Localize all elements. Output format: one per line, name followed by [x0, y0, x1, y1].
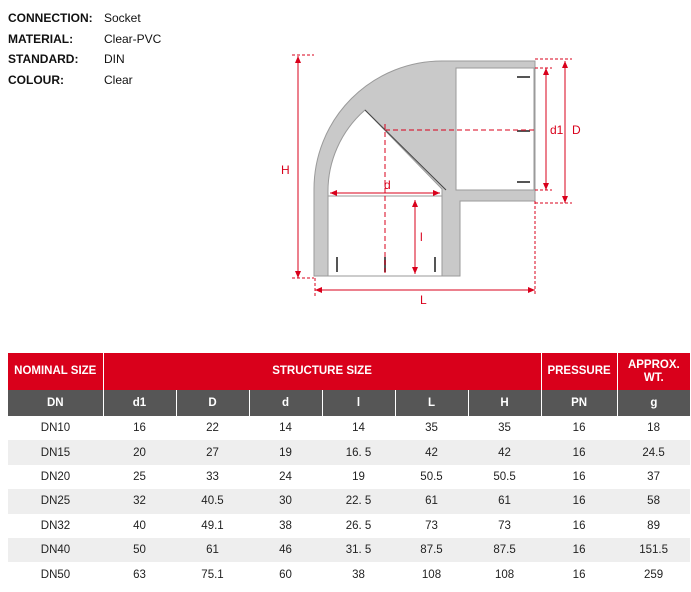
- table-cell: DN50: [8, 562, 103, 586]
- label-d1: d1: [550, 123, 564, 137]
- table-cell: 58: [617, 489, 690, 513]
- table-cell: 19: [249, 440, 322, 464]
- table-cell: DN25: [8, 489, 103, 513]
- label-H: H: [281, 163, 290, 177]
- table-cell: 16: [541, 514, 617, 538]
- label-L: L: [420, 293, 427, 307]
- table-cell: 61: [176, 538, 249, 562]
- table-cell: 22: [176, 416, 249, 440]
- table-cell: 50.5: [468, 465, 541, 489]
- header-structure-size: STRUCTURE SIZE: [103, 353, 541, 390]
- table-cell: 50: [103, 538, 176, 562]
- table-cell: 22. 5: [322, 489, 395, 513]
- elbow-drawing-svg: [270, 44, 590, 314]
- column-header: d1: [103, 390, 176, 416]
- table-cell: 42: [468, 440, 541, 464]
- table-cell: 30: [249, 489, 322, 513]
- spec-row-material: [8, 29, 161, 50]
- column-header: DN: [8, 390, 103, 416]
- table-cell: 42: [395, 440, 468, 464]
- column-header: d: [249, 390, 322, 416]
- column-header: l: [322, 390, 395, 416]
- label-l: l: [420, 230, 423, 244]
- column-header: PN: [541, 390, 617, 416]
- table-cell: 108: [468, 562, 541, 586]
- table-row: [8, 538, 690, 562]
- table-row: [8, 562, 690, 586]
- column-header: g: [617, 390, 690, 416]
- table-cell: 61: [468, 489, 541, 513]
- table-cell: 32: [103, 489, 176, 513]
- table-cell: DN15: [8, 440, 103, 464]
- table-cell: DN10: [8, 416, 103, 440]
- spec-row-colour: [8, 70, 161, 91]
- table-cell: DN32: [8, 514, 103, 538]
- table-cell: 40.5: [176, 489, 249, 513]
- column-header: H: [468, 390, 541, 416]
- table-cell: 73: [468, 514, 541, 538]
- table-cell: 87.5: [395, 538, 468, 562]
- table-cell: 89: [617, 514, 690, 538]
- table-row: [8, 440, 690, 464]
- column-header: L: [395, 390, 468, 416]
- table-cell: 50.5: [395, 465, 468, 489]
- table-cell: 16: [541, 562, 617, 586]
- table-cell: 35: [395, 416, 468, 440]
- spec-value: Socket: [104, 11, 141, 25]
- table-cell: 25: [103, 465, 176, 489]
- table-cell: 60: [249, 562, 322, 586]
- table-row: [8, 465, 690, 489]
- table-cell: 73: [395, 514, 468, 538]
- table-cell: 14: [249, 416, 322, 440]
- table-column-header-row: [8, 390, 690, 416]
- table-cell: 35: [468, 416, 541, 440]
- spec-value: DIN: [104, 52, 125, 66]
- elbow-technical-drawing: [270, 44, 590, 314]
- label-d: d: [384, 178, 391, 192]
- header-pressure: PRESSURE: [541, 353, 617, 390]
- table-cell: 37: [617, 465, 690, 489]
- top-socket: [456, 68, 534, 190]
- table-cell: 26. 5: [322, 514, 395, 538]
- dimension-table: [8, 353, 690, 587]
- table-cell: DN40: [8, 538, 103, 562]
- spec-label: COLOUR:: [8, 72, 64, 87]
- label-D: D: [572, 123, 581, 137]
- table-cell: 33: [176, 465, 249, 489]
- table-cell: 16: [541, 538, 617, 562]
- table-cell: 151.5: [617, 538, 690, 562]
- table-cell: 14: [322, 416, 395, 440]
- spec-value: Clear-PVC: [104, 31, 162, 46]
- table-cell: 16: [541, 489, 617, 513]
- spec-label: CONNECTION:: [8, 11, 93, 25]
- table-cell: 87.5: [468, 538, 541, 562]
- table-cell: 16: [541, 440, 617, 464]
- table-cell: 49.1: [176, 514, 249, 538]
- table-cell: 16. 5: [322, 440, 395, 464]
- table-cell: 61: [395, 489, 468, 513]
- table-row: [8, 416, 690, 440]
- spec-row-connection: [8, 8, 161, 29]
- table-cell: 20: [103, 440, 176, 464]
- header-approx-wt: APPROX. WT.: [617, 353, 690, 390]
- table-cell: 31. 5: [322, 538, 395, 562]
- table-cell: DN20: [8, 465, 103, 489]
- table-cell: 108: [395, 562, 468, 586]
- header-nominal-size: NOMINAL SIZE: [8, 353, 103, 390]
- table-cell: 16: [103, 416, 176, 440]
- table-cell: 38: [249, 514, 322, 538]
- table-cell: 259: [617, 562, 690, 586]
- table-group-header-row: [8, 353, 690, 390]
- table-row: [8, 489, 690, 513]
- spec-label: STANDARD:: [8, 52, 79, 66]
- table-cell: 24: [249, 465, 322, 489]
- table-cell: 40: [103, 514, 176, 538]
- table-cell: 19: [322, 465, 395, 489]
- table-cell: 27: [176, 440, 249, 464]
- table-row: [8, 514, 690, 538]
- table-cell: 16: [541, 465, 617, 489]
- spec-list: [8, 8, 161, 90]
- table-cell: 75.1: [176, 562, 249, 586]
- table-cell: 24.5: [617, 440, 690, 464]
- table-cell: 18: [617, 416, 690, 440]
- spec-row-standard: [8, 49, 161, 70]
- spec-value: Clear: [104, 72, 133, 87]
- column-header: D: [176, 390, 249, 416]
- table-cell: 38: [322, 562, 395, 586]
- table-cell: 63: [103, 562, 176, 586]
- table-cell: 46: [249, 538, 322, 562]
- spec-label: MATERIAL:: [8, 31, 74, 46]
- table-cell: 16: [541, 416, 617, 440]
